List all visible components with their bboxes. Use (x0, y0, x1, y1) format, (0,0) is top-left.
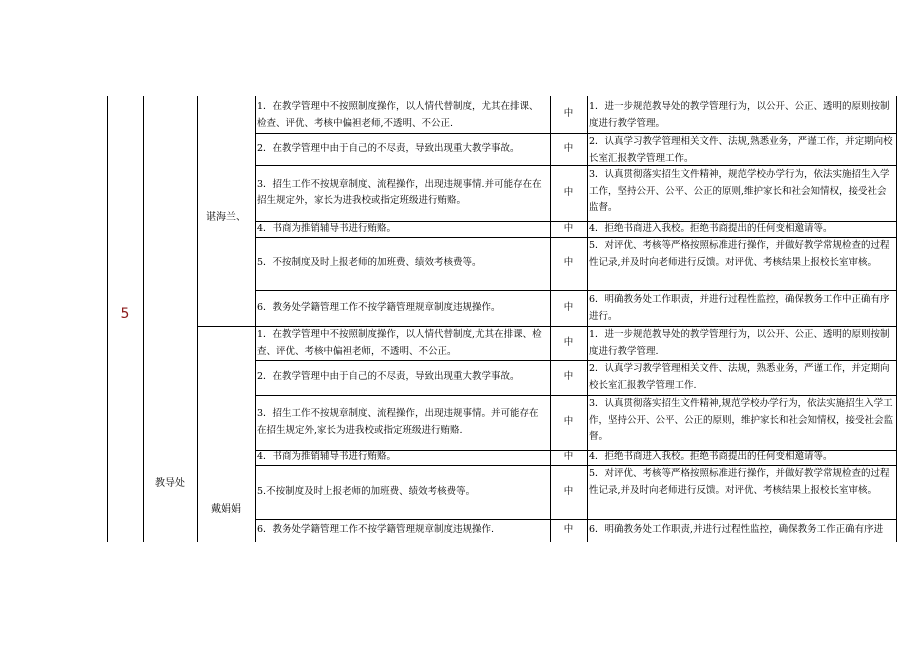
risk-level: 中 (563, 336, 574, 348)
risk-level: 中 (563, 222, 574, 234)
table-border-right (896, 96, 897, 542)
measure-cell: 4．拒绝书商进入我校。拒绝书商提出的任何变相邀请等。 (589, 451, 833, 463)
measure-cell: 1．进一步规范教导处的教学管理行为，以公开、公正、透明的原则按制度进行教学管理. (589, 329, 890, 357)
risk-level: 中 (563, 416, 574, 428)
measure-cell: 4．拒绝书商进入我校。拒绝书商提出的任何变相邀请等。 (589, 222, 833, 234)
issue-cell: 2．在教学管理中由于自己的不尽责，导致出现重大教学事故。 (257, 371, 520, 383)
issue-cell: 4．书商为推销辅导书进行贿赂。 (257, 222, 397, 234)
risk-level: 中 (563, 142, 574, 154)
measure-cell: 6．明确教务处工作职责,并进行过程性监控，确保教务工作正确有序进 (589, 524, 884, 535)
risk-level: 中 (563, 186, 574, 198)
department-name: 教导处 (155, 478, 185, 489)
person-name: 戴娟娟 (211, 504, 241, 515)
issue-cell: 4．书商为推销辅导书进行贿赂。 (257, 451, 397, 463)
measure-cell: 2．认真学习教学管理相关文件、法规，熟悉业务，严谨工作，并定期向校长室汇报教学管理工作. (589, 363, 890, 391)
risk-level: 中 (563, 524, 574, 536)
measure-cell: 1．进一步规范教导处的教学管理行为，以公开、公正、透明的原则按制度进行教学管理。 (589, 101, 890, 129)
row-number: 5 (120, 306, 130, 322)
issue-cell: 5．不按制度及时上报老师的加班费、绩效考核费等。 (257, 257, 482, 269)
risk-level: 中 (563, 257, 574, 269)
measure-cell: 3．认真贯彻落实招生文件精神,规范学校办学行为，依法实施招生入学工作，坚持公开、公平、公正的原则，维护家长和社会知情权，接受社会监督。 (589, 398, 894, 442)
risk-level: 中 (563, 371, 574, 383)
measure-cell: 5．对评优、考核等严格按照标准进行操作，并做好教学常规检查的过程性记录,并及时向老师进行反馈。对评优、考核结果上报校长室审核。 (589, 468, 890, 496)
issue-cell: 1．在教学管理中不按照制度操作，以人情代替制度,尤其在排课、检查、评优、考核中偏袒老师，不透明、不公正。 (257, 329, 542, 357)
risk-level: 中 (563, 108, 574, 120)
risk-level: 中 (563, 301, 574, 313)
issue-cell: 2．在教学管理中由于自己的不尽责，导致出现重大教学事故。 (257, 142, 520, 154)
risk-table (107, 96, 896, 542)
issue-cell: 6．教务处学籍管理工作不按学籍管理规章制度违规操作. (257, 524, 495, 536)
risk-level: 中 (563, 451, 574, 463)
issue-cell: 1．在教学管理中不按照制度操作，以人情代替制度，尤其在排课、检查、评优、考核中偏袒老师,不透明、不公正. (257, 101, 539, 129)
issue-cell: 3．招生工作不按规章制度、流程操作，出现违规事情。并可能存在在招生规定外,家长为进我校或指定班级进行贿赂. (257, 408, 539, 436)
issue-cell: 3．招生工作不按规章制度、流程操作，出现违规事情.并可能存在在招生规定外，家长为进我校或指定班级进行贿赂。 (257, 178, 542, 206)
risk-level: 中 (563, 485, 574, 497)
measure-cell: 5．对评优、考核等严格按照标准进行操作，并做好教学常规检查的过程性记录,并及时向老师进行反馈。对评优、考核结果上报校长室审核。 (589, 240, 890, 268)
issue-cell: 6．教务处学籍管理工作不按学籍管理规章制度违规操作。 (257, 301, 501, 313)
measure-cell: 3．认真贯彻落实招生文件精神，规范学校办学行为，依法实施招生入学工作，坚持公开、公平、公正的原则,维护家长和社会知情权，接受社会监督。 (589, 169, 890, 213)
column-divider (197, 96, 198, 542)
measure-cell: 6．明确教务处工作职责，并进行过程性监控，确保教务工作中正确有序进行。 (589, 294, 890, 322)
issue-cell: 5.不按制度及时上报老师的加班费、绩效考核费等。 (257, 485, 476, 497)
measure-cell: 2．认真学习教学管理相关文件、法规,熟悉业务，严谨工作，并定期向校长室汇报教学管理工作。 (589, 136, 893, 164)
person-name: 谌海兰、 (206, 212, 246, 223)
